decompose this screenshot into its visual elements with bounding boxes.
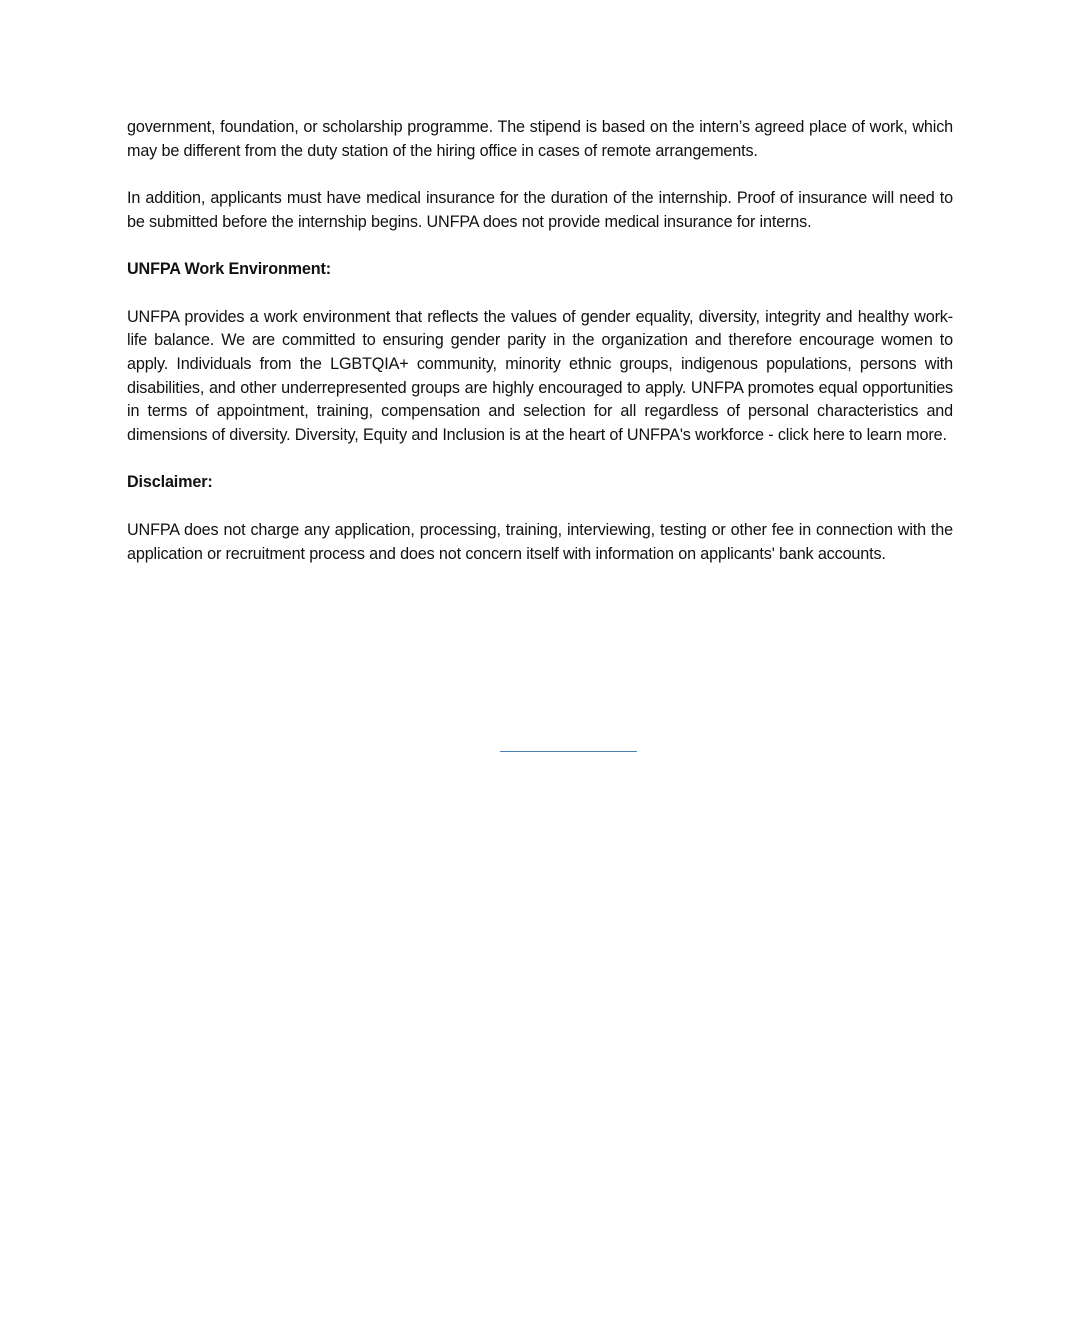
- work-environment-heading: UNFPA Work Environment:: [127, 260, 331, 279]
- work-environment-section: [127, 258, 953, 448]
- insurance-paragraph: In addition, applicants must have medical insurance for the duration of the internship. Proof of insurance will need to be submitted before the internship begins. UNFPA does not provide medical insurance for interns.: [127, 189, 953, 231]
- work-environment-paragraph: UNFPA provides a work environment that reflects the values of gender equality, diversity, integrity and healthy work-life balance. We are committed to ensuring gender parity in the organization and therefore encourage women to apply. Individuals from the LGBTQIA+ community, minority ethnic groups, indigenous populations, persons with disabilities, and other underrepresented groups are highly encouraged to apply. UNFPA promotes equal opportunities in terms of appointment, training, compensation and selection for all regardless of personal characteristics and dimensions of diversity. Diversity, Equity and Inclusion is at the heart of UNFPA's workforce - click here to learn more.: [127, 307, 953, 445]
- disclaimer-heading: Disclaimer:: [127, 473, 213, 492]
- stipend-paragraph: government, foundation, or scholarship programme. The stipend is based on the intern’s agreed place of work, which may be different from the duty station of the hiring office in cases of remote arrangements.: [127, 118, 953, 160]
- footer-divider-line: [500, 751, 637, 752]
- document-page: [127, 116, 953, 590]
- disclaimer-section: [127, 471, 953, 566]
- disclaimer-paragraph: UNFPA does not charge any application, processing, training, interviewing, testing or other fee in connection with the application or recruitment process and does not concern itself with information on applicants' bank accounts.: [127, 520, 953, 563]
